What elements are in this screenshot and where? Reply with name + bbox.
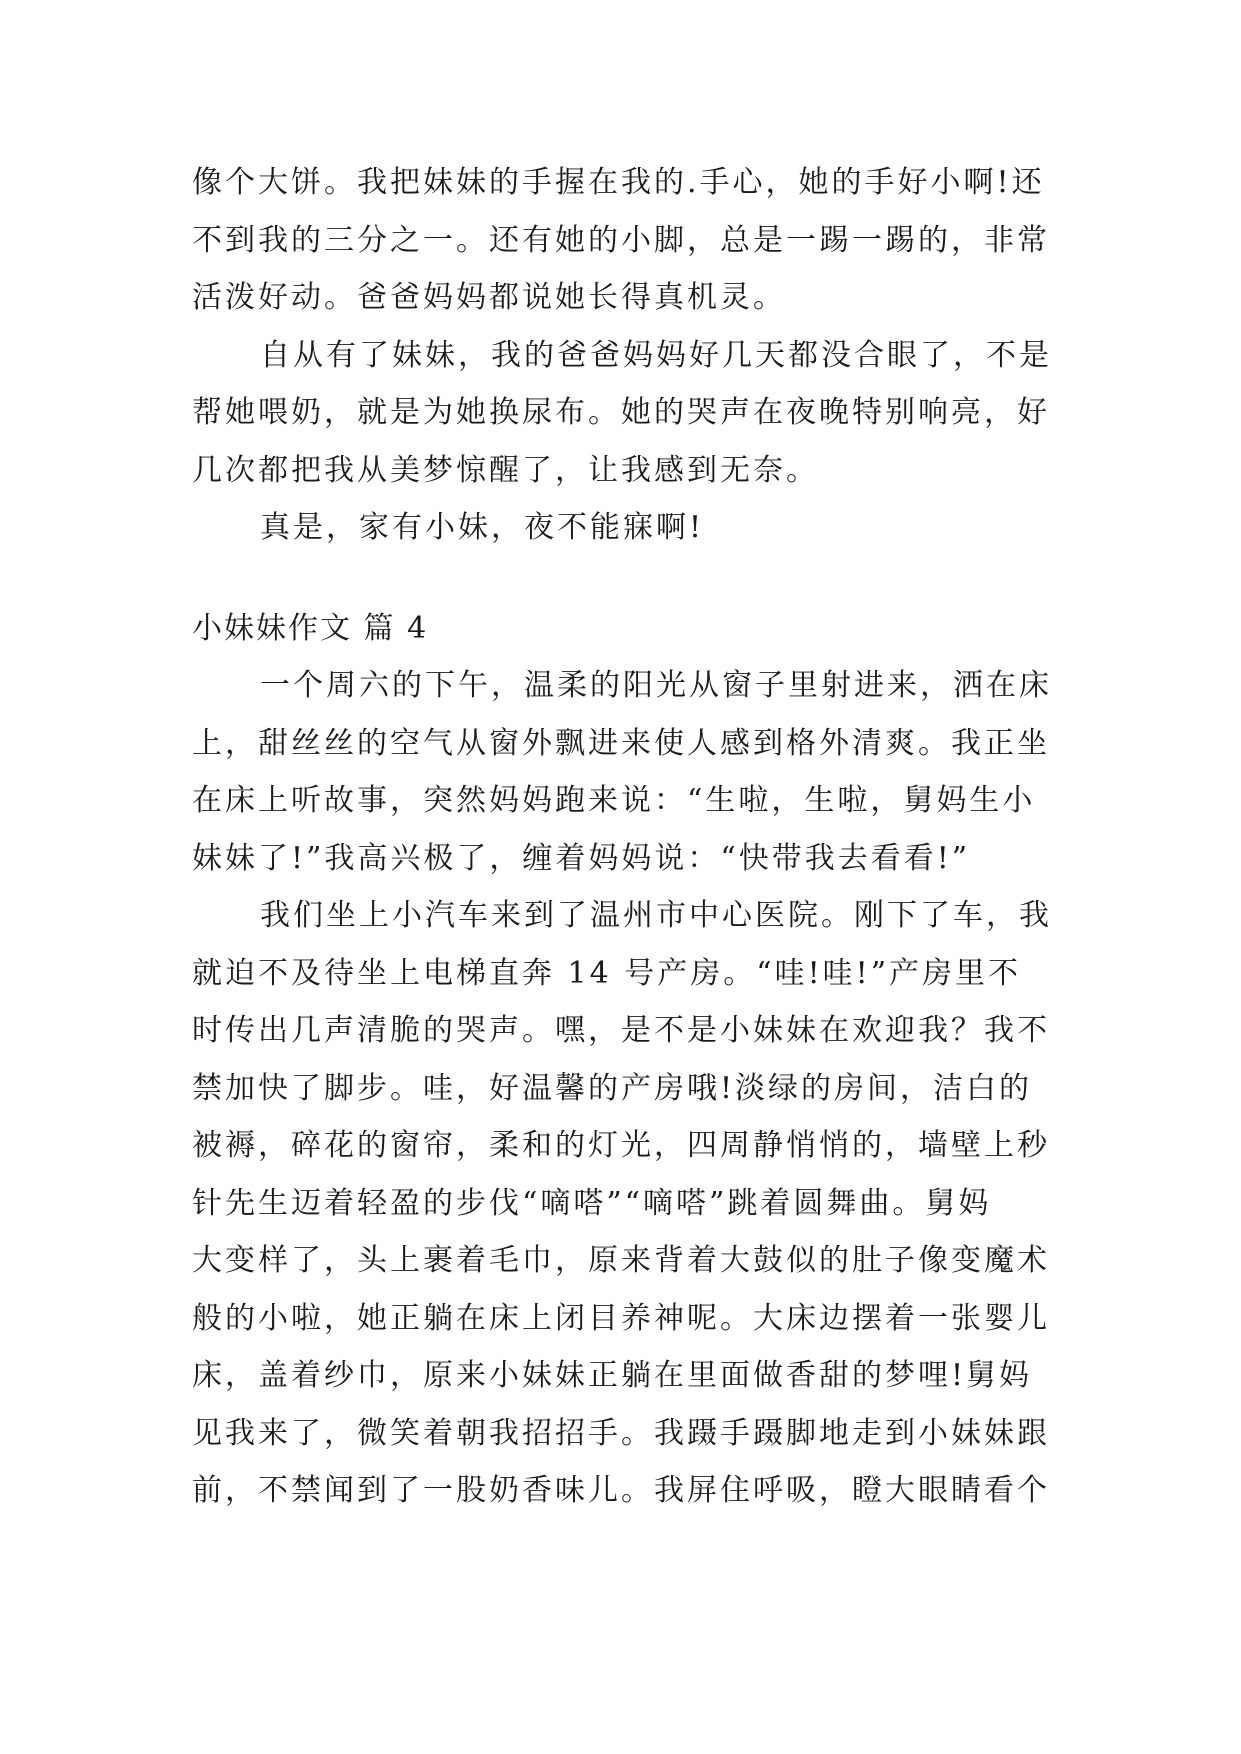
text-line: 禁加快了脚步。哇，好温馨的产房哦!淡绿的房间，洁白的 — [192, 1070, 1033, 1106]
paragraph — [192, 887, 1052, 1520]
text-line: 在床上听故事，突然妈妈跑来说：“生啦，生啦，舅妈生小 — [192, 783, 1036, 818]
text-line: 前，不禁闻到了一股奶香味儿。我屏住呼吸，瞪大眼睛看个 — [192, 1473, 1050, 1508]
text-line: 妹妹了!”我高兴极了，缠着妈妈说：“快带我去看看!” — [192, 840, 971, 876]
section-heading — [192, 600, 1042, 658]
text-line: 见我来了，微笑着朝我招招手。我蹑手蹑脚地走到小妹妹跟 — [192, 1415, 1050, 1451]
text-line: 真是，家有小妹，夜不能寐啊! — [260, 510, 705, 545]
text-line: 就迫不及待坐上电梯直奔 14 号产房。“哇!哇!”产房里不 — [192, 955, 1022, 991]
text-line: 自从有了妹妹，我的爸爸妈妈好几天都没合眼了，不是 — [260, 337, 1052, 373]
text-line: 时传出几声清脆的哭声。嘿，是不是小妹妹在欢迎我？我不 — [192, 1013, 1050, 1048]
text-line: 床，盖着纱巾，原来小妹妹正躺在里面做香甜的梦哩!舅妈 — [192, 1358, 1033, 1393]
text-line: 被褥，碎花的窗帘，柔和的灯光，四周静悄悄的，墙壁上秒 — [192, 1128, 1050, 1163]
paragraph — [192, 327, 1052, 500]
text-line: 般的小啦，她正躺在床上闭目养神呢。大床边摆着一张婴儿 — [192, 1300, 1050, 1336]
text-line: 不到我的三分之一。还有她的小脚，总是一踢一踢的，非常 — [192, 222, 1050, 258]
document-body — [192, 154, 1052, 1520]
text-line: 我们坐上小汽车来到了温州市中心医院。刚下了车，我 — [260, 898, 1052, 933]
heading-text: 小妹妹作文 篇 4 — [192, 610, 429, 646]
paragraph — [192, 657, 1052, 887]
text-line: 针先生迈着轻盈的步伐“嘀嗒”“嘀嗒”跳着圆舞曲。舅妈 — [192, 1185, 992, 1221]
text-line: 帮她喂奶，就是为她换尿布。她的哭声在夜晚特别响亮，好 — [192, 395, 1050, 430]
text-line: 上，甜丝丝的空气从窗外飘进来使人感到格外清爽。我正坐 — [192, 725, 1050, 761]
text-line: 大变样了，头上裹着毛巾，原来背着大鼓似的肚子像变魔术 — [192, 1243, 1050, 1278]
text-line: 像个大饼。我把妹妹的手握在我的.手心，她的手好小啊!还 — [192, 165, 1045, 200]
paragraph — [192, 499, 1042, 557]
text-line: 活泼好动。爸爸妈妈都说她长得真机灵。 — [192, 280, 786, 315]
paragraph — [192, 154, 1050, 327]
text-line: 几次都把我从美梦惊醒了，让我感到无奈。 — [192, 452, 819, 488]
section-spacer — [192, 557, 1042, 600]
text-line: 一个周六的下午，温柔的阳光从窗子里射进来，洒在床 — [260, 668, 1052, 703]
